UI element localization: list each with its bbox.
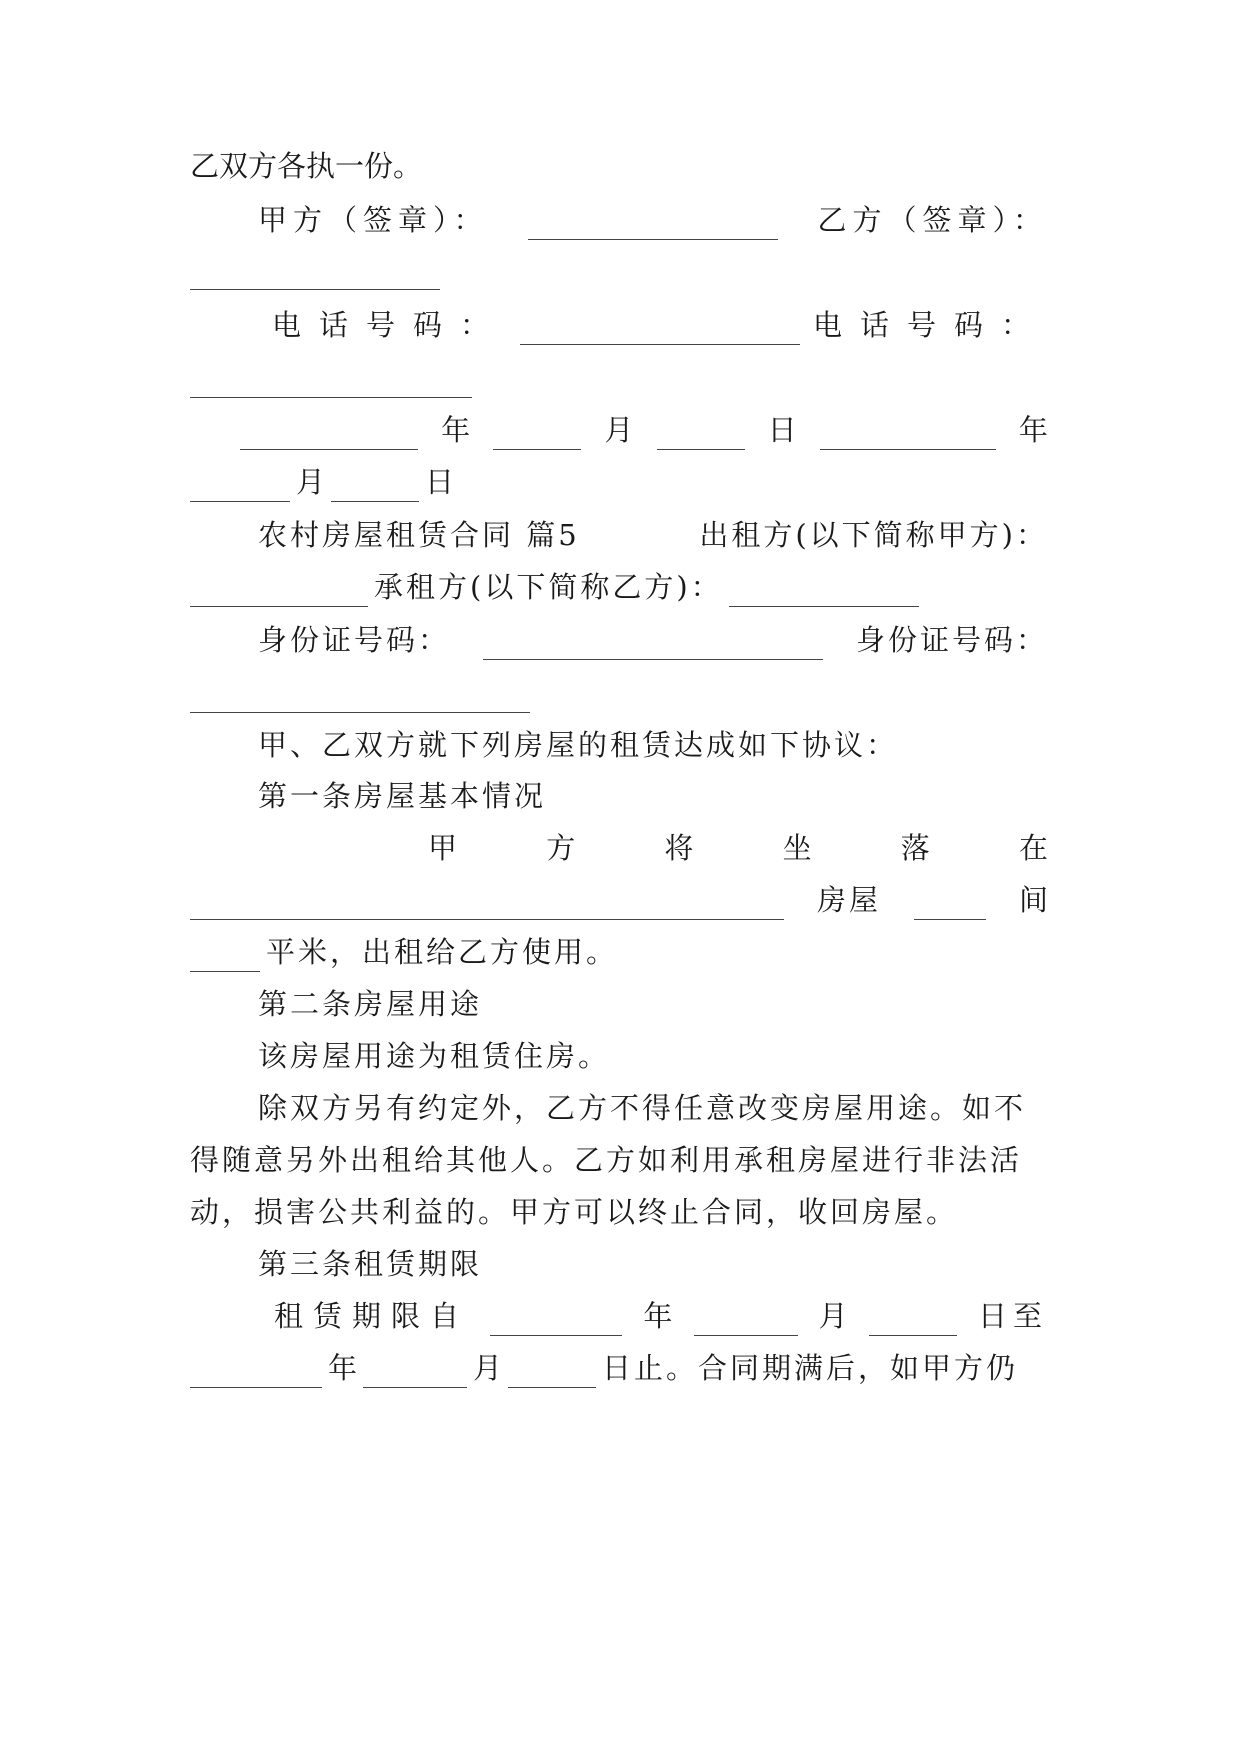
start-month-blank [694, 1305, 798, 1336]
char: 将 [664, 831, 694, 865]
text: 甲、乙双方就下列房屋的租赁达成如下协议： [258, 728, 899, 762]
blank-line [190, 250, 1048, 290]
text: 第三条租赁期限 [258, 1247, 483, 1281]
month-label: 月 [296, 465, 326, 499]
day-blank [657, 419, 745, 450]
month-label: 月 [818, 1299, 848, 1333]
start-year-blank [490, 1305, 622, 1336]
year-blank [820, 419, 996, 450]
lessor-blank [190, 576, 368, 607]
year-blank [240, 419, 418, 450]
party-a-signature-label: 甲方（签章）： [258, 203, 489, 237]
year-label: 年 [328, 1351, 358, 1385]
char: 甲 [428, 831, 458, 865]
location-blank [190, 889, 784, 920]
paragraph-line [190, 1088, 1048, 1128]
text: 乙双方各执一份。 [190, 149, 423, 183]
party-b-id-blank [190, 682, 530, 713]
party-a-signature-blank [528, 209, 778, 240]
year-label: 年 [1018, 413, 1048, 447]
month-label: 月 [473, 1351, 503, 1385]
lessor-label: 出租方(以下简称甲方)： [699, 518, 1048, 552]
contract-heading-line [190, 515, 1048, 555]
blank-line [190, 358, 1048, 398]
text: 第二条房屋用途 [258, 987, 483, 1021]
date-line [190, 462, 1048, 502]
paragraph-line [190, 1036, 1048, 1076]
year-label: 年 [441, 413, 471, 447]
phone-line [190, 305, 1048, 345]
section-heading [190, 984, 1048, 1024]
party-a-id-blank [483, 629, 823, 660]
party-b-signature-label: 乙方（签章）： [817, 203, 1048, 237]
blank-line [190, 673, 1048, 713]
end-month-blank [363, 1357, 467, 1388]
party-a-phone-label: 电话号码： [272, 308, 508, 342]
char: 方 [546, 831, 576, 865]
end-year-blank [190, 1357, 322, 1388]
char: 在 [1018, 831, 1048, 865]
paragraph-line [190, 1192, 1048, 1232]
section-heading [190, 1244, 1048, 1284]
start-day-blank [869, 1305, 957, 1336]
lessee-blank [729, 576, 919, 607]
contract-title: 农村房屋租赁合同 篇5 [258, 518, 580, 552]
party-b-id-label: 身份证号码： [855, 623, 1048, 657]
spread-text-line [190, 828, 1048, 868]
location-line [190, 880, 1048, 920]
day-to-label: 日至 [977, 1299, 1048, 1333]
text: 得随意另外出租给其他人。乙方如利用承租房屋进行非法活 [190, 1143, 1023, 1177]
day-label: 日 [767, 413, 797, 447]
rooms-blank [914, 889, 986, 920]
id-line [190, 620, 1048, 660]
house-label: 房屋 [816, 883, 881, 917]
party-b-phone-blank [190, 367, 472, 398]
month-label: 月 [604, 413, 634, 447]
section-heading [190, 776, 1048, 816]
text: 日止。合同期满后，如甲方仍 [602, 1351, 1019, 1385]
text: 平米，出租给乙方使用。 [266, 935, 619, 969]
signature-line [190, 200, 1048, 240]
lessee-line [190, 567, 1048, 607]
party-a-phone-blank [520, 314, 800, 345]
text: 该房屋用途为租赁住房。 [258, 1039, 611, 1073]
party-b-phone-label: 电话号码： [812, 308, 1048, 342]
day-label: 日 [425, 465, 455, 499]
term-line [190, 1348, 1048, 1388]
end-day-blank [508, 1357, 596, 1388]
lessee-label: 承租方(以下简称乙方)： [374, 570, 723, 604]
char: 落 [900, 831, 930, 865]
text: 动，损害公共利益的。甲方可以终止合同，收回房屋。 [190, 1195, 959, 1229]
char: 坐 [782, 831, 812, 865]
area-line [190, 932, 1048, 972]
party-b-signature-blank [190, 259, 440, 290]
paragraph-line [190, 725, 1048, 765]
party-a-id-label: 身份证号码： [258, 623, 451, 657]
rooms-label: 间 [1018, 883, 1048, 917]
term-line [190, 1296, 1048, 1336]
text: 除双方另有约定外，乙方不得任意改变房屋用途。如不 [258, 1091, 1027, 1125]
term-label: 租赁期限自 [274, 1299, 470, 1333]
paragraph-line [190, 146, 1048, 186]
month-blank [493, 419, 581, 450]
year-label: 年 [643, 1299, 673, 1333]
area-blank [190, 941, 260, 972]
paragraph-line [190, 1140, 1048, 1180]
month-blank [190, 471, 290, 502]
day-blank [331, 471, 419, 502]
date-line [190, 410, 1048, 450]
text: 第一条房屋基本情况 [258, 779, 547, 813]
